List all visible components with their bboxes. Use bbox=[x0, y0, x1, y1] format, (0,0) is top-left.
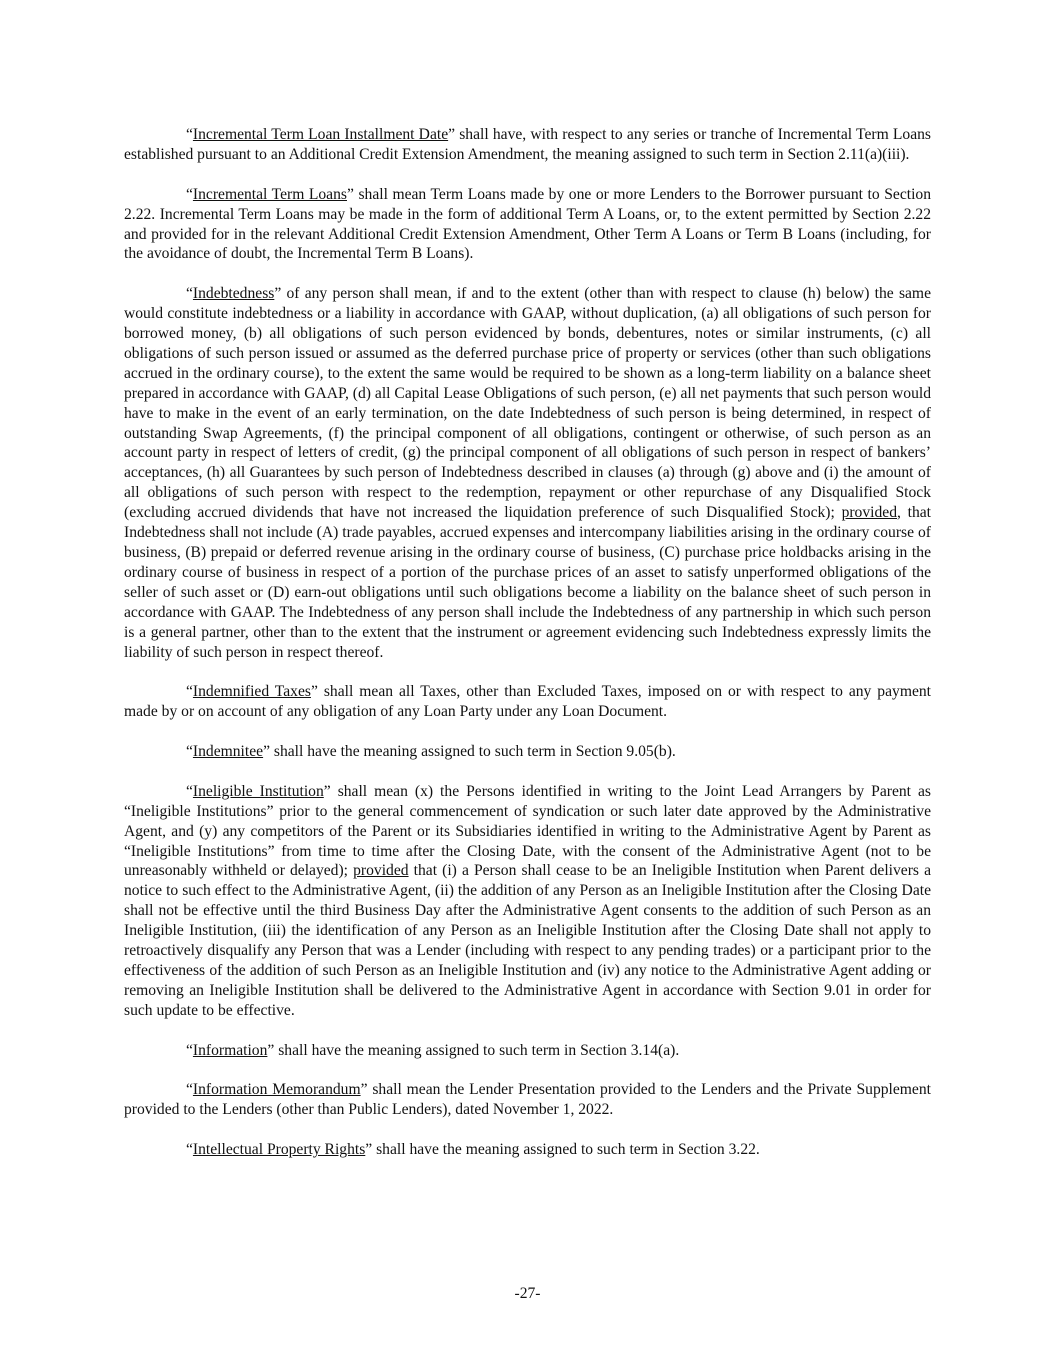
definition-body: shall have the meaning assigned to such term in Section 3.14(a). bbox=[274, 1041, 680, 1059]
defined-term: Intellectual Property Rights bbox=[192, 1141, 366, 1159]
defined-term: Information Memorandum bbox=[192, 1081, 361, 1099]
open-quote: “ bbox=[186, 743, 193, 761]
open-quote: “ bbox=[186, 1081, 193, 1099]
document-page bbox=[124, 125, 931, 1180]
close-quote: ” bbox=[323, 782, 331, 800]
close-quote: ” bbox=[448, 126, 456, 143]
definition-body: shall have the meaning assigned to such term in Section 9.05(b). bbox=[270, 743, 676, 761]
definition-paragraph bbox=[124, 782, 931, 1021]
definition-body: of any person shall mean, if and to the extent (other than with respect to clause (h) below) the same would constitute indebtedness or a liability in accordance with GAAP, without duplication, (a) all obligations of such person for borrowed money, (b) all obligations of such person evidenced by bonds, debentures, notes or similar instruments, (c) all obligations of such person issued or assumed as the deferred purchase price of property or services (other than such obligations accrued in the ordinary course), to the extent the same would be required to be shown as a long-term liability on a balance sheet prepared in accordance with GAAP, (d) all Capital Lease Obligations of such person, (e) all net payments that such person would have to make in the event of an early termination, on the date Indebtedness of such person is being determined, in respect of outstanding Swap Agreements, (f) the principal component of all obligations, contingent or otherwise, of such person as an account party in respect of letters of credit, (g) the principal component of all obligations of such person in respect of bankers’ acceptances, (h) all Guarantees by such person of Indebtedness described in clauses (a) through (g) above and (i) the amount of all obligations of such person with respect to the redemption, repayment or other repurchase of any Disqualified Stock (excluding accrued dividends that have not increased the liquidation preference of such Disqualified Stock); bbox=[124, 285, 931, 522]
definition-paragraph bbox=[124, 1041, 931, 1061]
definition-body: shall mean Term Loans made by one or more Lenders to the Borrower pursuant to Section 2.22. Incremental Term Loans may be made in the form of additional Term A Loans, or, to the extent permitted by Section 2.22 and provided for in the relevant Additional Credit Extension Amendment, Other Term A Loans or Term B Loans (including, for the avoidance of doubt, the Incremental Term B Loans). bbox=[124, 185, 931, 263]
close-quote: ” bbox=[346, 185, 354, 203]
proviso-keyword: provided bbox=[841, 504, 897, 522]
definition-body-continued: that (i) a Person shall cease to be an Ineligible Institution when Parent delivers a notice to such effect to the Administrative Agent, (ii) the addition of any Person as an Ineligible Institution after the Closing Date shall not be effective until the third Business Day after the Administrative Agent consents to the addition of such Person as an Ineligible Institution, (iii) the identification of any Person as an Ineligible Institution after the Closing Date shall not apply to retroactively disqualify any Person that was a Lender (including with respect to any pending trades) or a participant prior to the effectiveness of the addition of such Person as an Ineligible Institution and (iv) any notice to the Administrative Agent adding or removing an Ineligible Institution shall be delivered to the Administrative Agent in accordance with Section 9.01 in order for such update to be effective. bbox=[124, 862, 932, 1019]
defined-term: Information bbox=[192, 1041, 268, 1059]
definition-body: shall mean (x) the Persons identified in writing to the Joint Lead Arrangers by Parent as “Ineligible Institutions” prior to the general commencement of syndication or such later date approved by the Administrative Agent, and (y) any competitors of the Parent or its Subsidiaries identified in writing to the Administrative Agent by Parent as “Ineligible Institutions” from time to time after the Closing Date, with the consent of the Administrative Agent (not to be unreasonably withheld or delayed); bbox=[124, 782, 931, 880]
open-quote: “ bbox=[186, 1141, 193, 1159]
open-quote: “ bbox=[186, 126, 193, 143]
definition-paragraph bbox=[124, 1080, 931, 1120]
definition-body: shall have, with respect to any series or tranche of Incremental Term Loans established pursuant to an Additional Credit Extension Amendment, the meaning assigned to such term in Section 2.11(a)(iii). bbox=[124, 126, 931, 163]
defined-term: Indebtedness bbox=[192, 285, 275, 303]
proviso-keyword: provided bbox=[353, 862, 409, 880]
definition-paragraph bbox=[124, 742, 931, 762]
definition-body: shall have the meaning assigned to such term in Section 3.22. bbox=[372, 1141, 760, 1159]
open-quote: “ bbox=[186, 185, 193, 203]
close-quote: ” bbox=[365, 1141, 373, 1159]
defined-term: Ineligible Institution bbox=[192, 782, 324, 800]
defined-term: Incremental Term Loan Installment Date bbox=[192, 126, 449, 143]
close-quote: ” bbox=[310, 683, 318, 701]
close-quote: ” bbox=[360, 1081, 368, 1099]
open-quote: “ bbox=[186, 782, 193, 800]
close-quote: ” bbox=[274, 285, 282, 303]
definition-paragraph bbox=[124, 125, 931, 165]
open-quote: “ bbox=[186, 285, 193, 303]
page-number: -27- bbox=[514, 1285, 541, 1302]
open-quote: “ bbox=[186, 683, 193, 701]
open-quote: “ bbox=[186, 1041, 193, 1059]
definition-paragraph bbox=[124, 1140, 931, 1160]
close-quote: ” bbox=[267, 1041, 275, 1059]
defined-term: Incremental Term Loans bbox=[192, 185, 347, 203]
defined-term: Indemnified Taxes bbox=[192, 683, 311, 701]
definition-paragraph bbox=[124, 682, 931, 722]
definition-paragraph bbox=[124, 284, 931, 662]
definition-body-continued: , that Indebtedness shall not include (A) trade payables, accrued expenses and intercompany liabilities arising in the ordinary course of business, (B) prepaid or deferred revenue arising in the ordinary course of business, (C) purchase price holdbacks arising in the ordinary course of business in respect of a portion of the purchase prices of an asset to satisfy unperformed obligations of the seller of such asset or (D) earn-out obligations until such obligations become a liability on the balance sheet of such person in accordance with GAAP. The Indebtedness of any person shall include the Indebtedness of any partnership in which such person is a general partner, other than to the extent that the instrument or agreement evidencing such Indebtedness expressly limits the liability of such person in respect thereof. bbox=[124, 504, 931, 661]
definition-paragraph bbox=[124, 185, 931, 265]
close-quote: ” bbox=[263, 743, 270, 761]
definition-body: shall mean all Taxes, other than Excluded Taxes, imposed on or with respect to any payment made by or on account of any obligation of any Loan Party under any Loan Document. bbox=[124, 683, 931, 721]
defined-term: Indemnitee bbox=[192, 743, 264, 761]
definition-body: shall mean the Lender Presentation provided to the Lenders and the Private Supplement provided to the Lenders (other than Public Lenders), dated November 1, 2022. bbox=[124, 1081, 931, 1119]
